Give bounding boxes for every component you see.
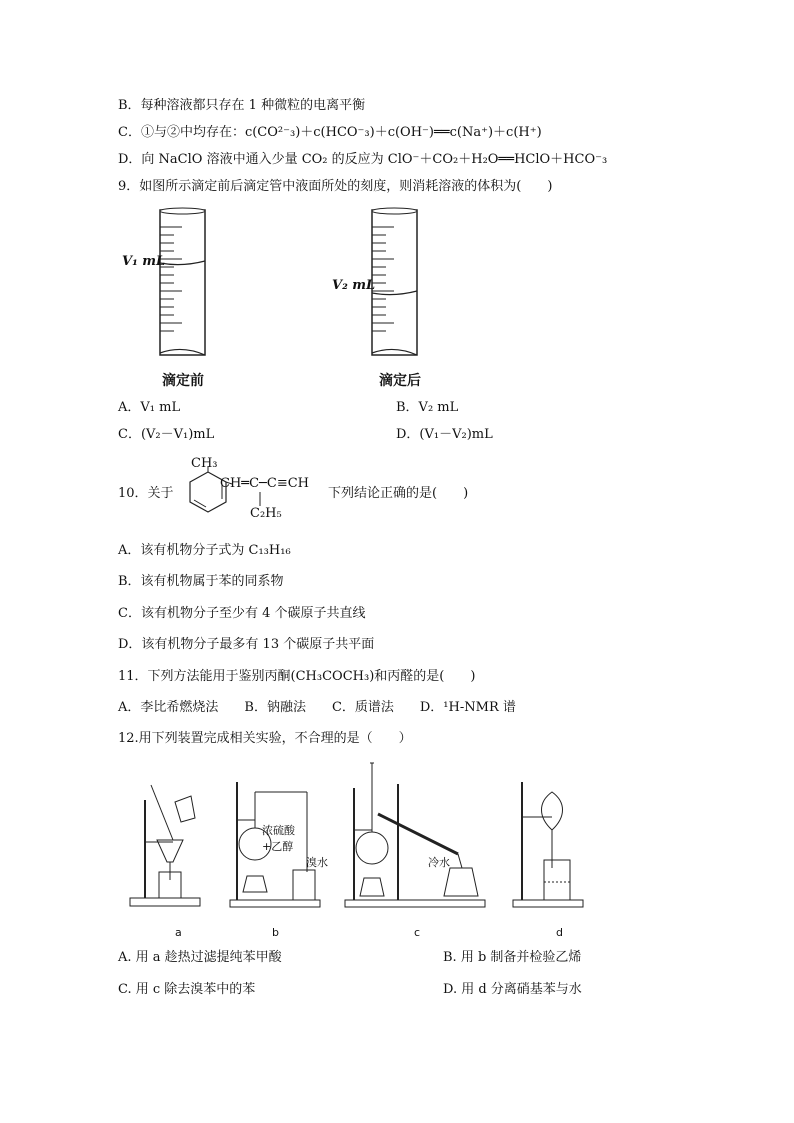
ethyl-group: C₂H₅ <box>250 506 282 521</box>
burette-before <box>150 205 240 360</box>
q10-prefix: 10．关于 <box>118 486 174 501</box>
q12-option-b: B. 用 b 制备并检验乙烯 <box>443 950 582 965</box>
q11-stem: 11．下列方法能用于鉴别丙酮(CH₃COCH₃)和丙醛的是( ) <box>118 669 476 684</box>
apparatus-d <box>508 772 588 914</box>
q10-suffix: 下列结论正确的是( ) <box>328 486 469 501</box>
q12-stem: 12.用下列装置完成相关实验，不合理的是（ ） <box>118 731 412 746</box>
apparatus-a <box>125 780 205 915</box>
apparatus-d-label: d <box>556 926 563 939</box>
q12-option-a: A. 用 a 趁热过滤提纯苯甲酸 <box>118 950 282 965</box>
q9-stem: 9．如图所示滴定前后滴定管中液面所处的刻度，则消耗溶液的体积为( ) <box>118 179 553 194</box>
q12-option-c: C. 用 c 除去溴苯中的苯 <box>118 982 256 997</box>
apparatus-c <box>340 758 490 914</box>
apparatus-b-label: b <box>272 926 279 939</box>
q12-option-d: D. 用 d 分离硝基苯与水 <box>443 982 582 997</box>
q11-options: A．李比希燃烧法 B．钠融法 C．质谱法 D．¹H-NMR 谱 <box>118 700 516 715</box>
side-chain: CH═C─C≡CH <box>220 476 310 491</box>
apparatus-a-label: a <box>175 926 182 939</box>
text-cold-water: 冷水 <box>428 856 450 869</box>
burette-after-label: V₂ mL <box>332 278 376 293</box>
q10-option-d: D．该有机物分子最多有 13 个碳原子共平面 <box>118 637 375 652</box>
q8-option-d: D．向 NaClO 溶液中通入少量 CO₂ 的反应为 ClO⁻＋CO₂＋H₂O══HClO＋HCO⁻₃ <box>118 152 608 167</box>
q10-option-b: B．该有机物属于苯的同系物 <box>118 574 284 589</box>
text-bromine-water: 溴水 <box>306 856 328 869</box>
burette-after <box>362 205 452 360</box>
q9-option-d: D．(V₁－V₂)mL <box>396 427 493 442</box>
text-conc-h2so4: 浓硫酸 <box>262 824 295 837</box>
text-ethanol: +乙醇 <box>262 840 294 853</box>
q10-option-a: A．该有机物分子式为 C₁₃H₁₆ <box>118 543 291 558</box>
ch3-group: CH₃ <box>191 456 218 471</box>
q9-option-c: C．(V₂－V₁)mL <box>118 427 215 442</box>
q10-option-c: C．该有机物分子至少有 4 个碳原子共直线 <box>118 606 366 621</box>
caption-before: 滴定前 <box>162 373 204 389</box>
apparatus-c-label: c <box>414 926 421 939</box>
caption-after: 滴定后 <box>379 373 421 389</box>
q8-option-b: B．每种溶液都只存在 1 种微粒的电离平衡 <box>118 98 366 113</box>
q9-option-a: A．V₁ mL <box>118 400 181 415</box>
q8-option-c: C．①与②中均存在：c(CO²⁻₃)＋c(HCO⁻₃)＋c(OH⁻)══c(Na⁺)＋c(H⁺) <box>118 125 542 140</box>
burette-before-label: V₁ mL <box>122 254 166 269</box>
q9-option-b: B．V₂ mL <box>396 400 459 415</box>
